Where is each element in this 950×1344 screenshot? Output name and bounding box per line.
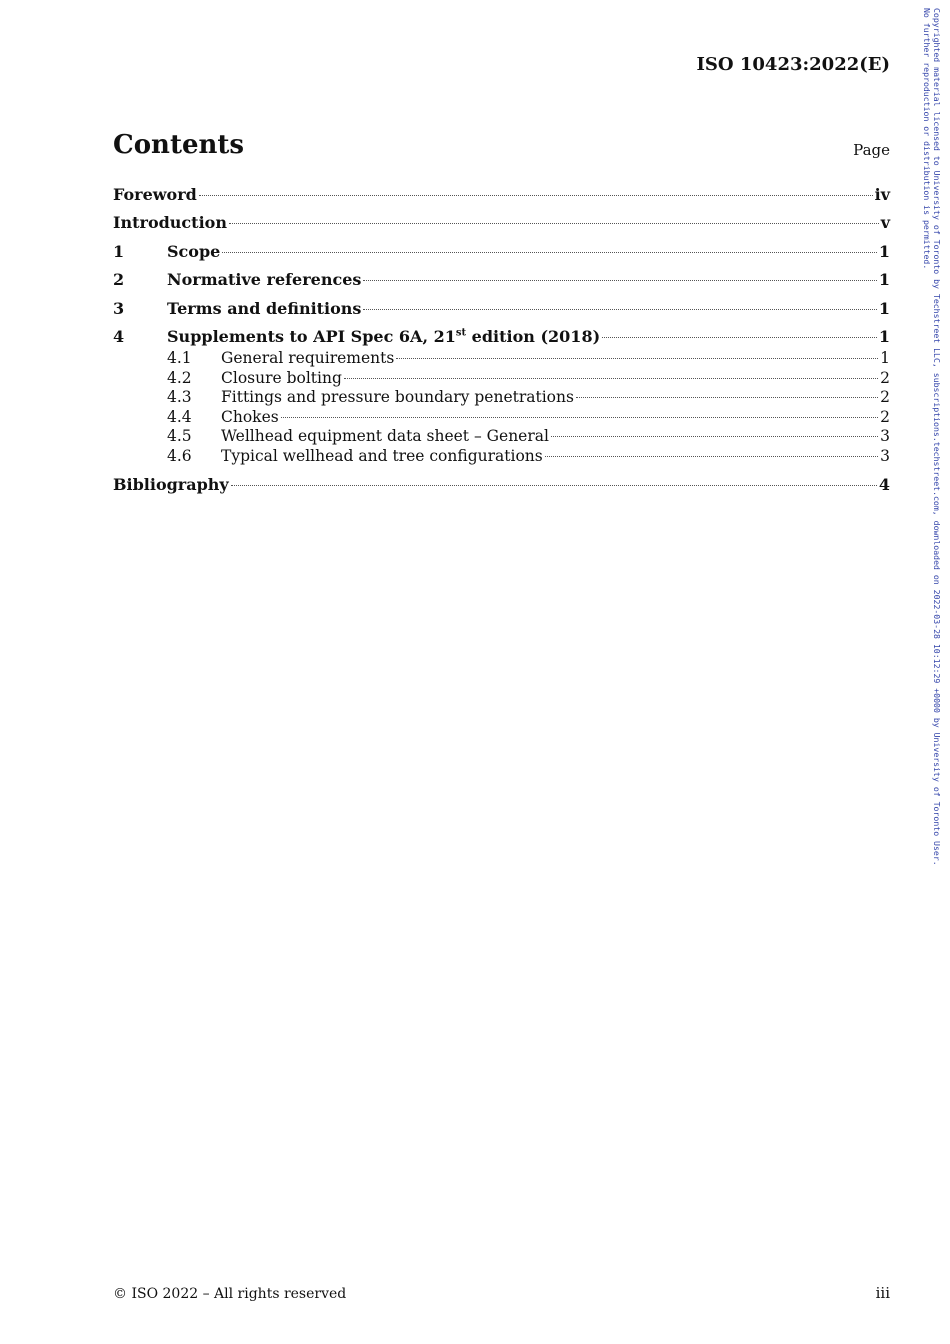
toc-subentry-number: 4.1: [167, 349, 192, 367]
toc-entry-number: 4: [113, 327, 125, 346]
toc-subentry-page: 2: [880, 388, 890, 406]
dot-leader: [545, 455, 878, 457]
toc-entry-introduction[interactable]: [113, 213, 890, 242]
toc-entry-supplements[interactable]: [113, 327, 890, 349]
toc-subentry-title: Chokes: [221, 407, 279, 426]
toc-subentry-title: Closure bolting: [221, 368, 342, 387]
toc-subentry-number: 4.4: [167, 407, 192, 426]
license-watermark: [922, 8, 942, 866]
toc-entry-title: Foreword: [113, 185, 197, 204]
toc-entry-page: 1: [878, 327, 890, 346]
dot-leader: [229, 222, 879, 224]
toc-subentry-page: 3: [880, 427, 890, 445]
toc-subentry-page: 3: [880, 446, 890, 465]
toc-subentry[interactable]: [113, 408, 890, 428]
toc-entry-title: [167, 327, 600, 346]
toc-entry-title: Terms and definitions: [167, 298, 362, 318]
dot-leader: [281, 416, 878, 418]
toc-subentry-number: 4.3: [167, 388, 192, 406]
page-column-label: Page: [853, 141, 890, 159]
toc-entry-page: 1: [878, 270, 890, 289]
dot-leader: [363, 279, 876, 281]
title-superscript: st: [455, 327, 467, 339]
toc-subentry-page: 1: [880, 349, 890, 367]
toc-entry-number: 2: [113, 270, 125, 289]
dot-leader: [602, 336, 877, 338]
dot-leader: [551, 435, 878, 437]
title-suffix: edition (2018): [466, 327, 601, 346]
toc-entry-page: 1: [878, 298, 890, 318]
toc-subentry-number: 4.5: [167, 427, 192, 445]
toc-entry-title: Normative references: [167, 270, 362, 289]
toc-entry-title: Bibliography: [113, 474, 229, 494]
toc-subentry[interactable]: [113, 388, 890, 408]
toc-subentry-page: 2: [880, 368, 890, 387]
dot-leader: [396, 357, 878, 359]
table-of-contents: [113, 185, 890, 503]
toc-entry-page: 4: [878, 474, 890, 494]
toc-subentry-page: 2: [880, 407, 890, 426]
toc-entry-number: 1: [113, 241, 125, 261]
toc-entry-title: Scope: [167, 241, 221, 261]
toc-entry-page: 1: [878, 241, 890, 261]
contents-heading: Contents: [113, 130, 245, 160]
toc-entry-bibliography[interactable]: [113, 475, 890, 504]
toc-entry-foreword[interactable]: [113, 185, 890, 213]
toc-subentry[interactable]: [113, 369, 890, 389]
dot-leader: [363, 308, 876, 310]
watermark-line-1: Copyrighted material licensed to University of Toronto by Techstreet LLC, subscriptions.techstreet.com, downloaded on 2022-03-28 10:12:29 +0000 by University of Toronto User.: [932, 8, 942, 866]
toc-subentry-number: 4.6: [167, 446, 192, 465]
toc-subentry-number: 4.2: [167, 368, 192, 387]
toc-subentry-title: Fittings and pressure boundary penetrations: [221, 388, 574, 406]
toc-subentry-title: Typical wellhead and tree configurations: [221, 446, 543, 465]
dot-leader: [222, 251, 877, 253]
copyright-notice: © ISO 2022 – All rights reserved: [113, 1286, 347, 1302]
dot-leader: [231, 484, 877, 486]
toc-subentry-title: General requirements: [221, 349, 395, 367]
toc-entry-page: v: [880, 213, 890, 232]
toc-entry-scope[interactable]: [113, 242, 890, 271]
toc-entry-page: iv: [874, 185, 890, 204]
toc-subentry[interactable]: [113, 349, 890, 369]
dot-leader: [199, 194, 873, 196]
toc-entry-number: 3: [113, 298, 125, 318]
document-id: ISO 10423:2022(E): [696, 54, 890, 75]
dot-leader: [344, 377, 878, 379]
watermark-line-2: No further reproduction or distribution is permitted.: [922, 8, 932, 270]
toc-entry-normative-references[interactable]: [113, 270, 890, 299]
toc-entry-terms-and-definitions[interactable]: [113, 299, 890, 328]
title-prefix: Supplements to API Spec 6A, 21: [167, 327, 456, 346]
dot-leader: [576, 396, 878, 398]
toc-subentry[interactable]: [113, 447, 890, 475]
toc-entry-title: Introduction: [113, 213, 227, 232]
toc-subentry[interactable]: [113, 427, 890, 447]
toc-subentry-title: Wellhead equipment data sheet – General: [221, 427, 549, 445]
page-number: iii: [875, 1284, 890, 1302]
